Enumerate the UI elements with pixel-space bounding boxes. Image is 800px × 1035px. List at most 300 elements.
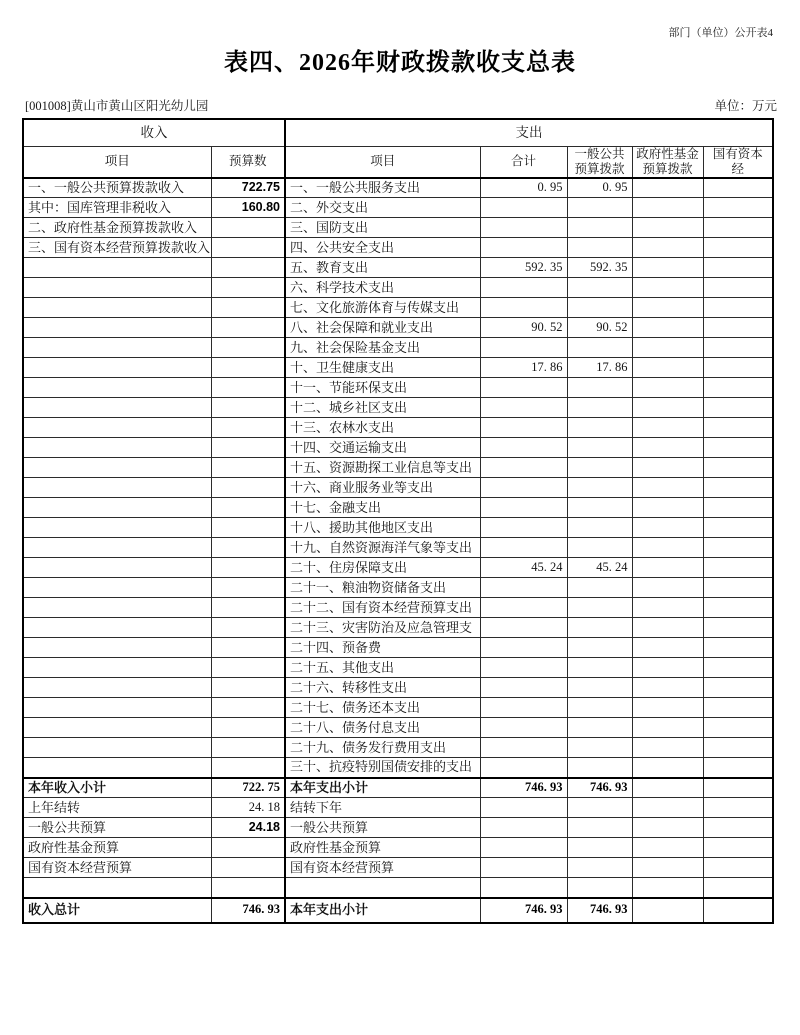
income-budget-cell [211, 278, 285, 298]
general-public-budget-cell: 746. 93 [567, 898, 632, 923]
general-public-budget-cell [567, 618, 632, 638]
expense-item-cell: 十六、商业服务业等支出 [285, 478, 480, 498]
table-row [23, 718, 773, 738]
income-item-cell [23, 758, 211, 778]
col-general-public-budget [567, 146, 632, 178]
expense-total-cell [480, 698, 567, 718]
income-budget-cell: 722. 75 [211, 778, 285, 798]
general-public-budget-cell [567, 598, 632, 618]
state-capital-cell [703, 578, 773, 598]
general-public-budget-cell: 592. 35 [567, 258, 632, 278]
income-item-cell: 二、政府性基金预算拨款收入 [23, 218, 211, 238]
expense-total-cell [480, 638, 567, 658]
gov-fund-budget-cell [632, 578, 703, 598]
table-row [23, 658, 773, 678]
state-capital-cell [703, 218, 773, 238]
budget-table [22, 118, 774, 924]
expense-total-cell [480, 658, 567, 678]
gov-fund-budget-cell [632, 258, 703, 278]
expense-total-cell [480, 678, 567, 698]
expense-item-cell: 二十三、灾害防治及应急管理支 [285, 618, 480, 638]
table-row [23, 618, 773, 638]
state-capital-cell [703, 198, 773, 218]
col-govfund-line2: 预算拨款 [642, 161, 693, 176]
general-public-budget-cell [567, 758, 632, 778]
state-capital-cell [703, 458, 773, 478]
general-public-budget-cell [567, 578, 632, 598]
expense-item-cell [285, 878, 480, 898]
state-capital-cell [703, 498, 773, 518]
gov-fund-budget-cell [632, 198, 703, 218]
table-row [23, 358, 773, 378]
income-item-cell [23, 578, 211, 598]
expense-total-cell [480, 478, 567, 498]
expense-total-cell [480, 218, 567, 238]
state-capital-cell [703, 338, 773, 358]
expense-total-cell: 592. 35 [480, 258, 567, 278]
table-row [23, 538, 773, 558]
expense-total-cell [480, 578, 567, 598]
col-income-item: 项目 [23, 146, 211, 178]
income-item-cell: 上年结转 [23, 798, 211, 818]
income-budget-cell: 24.18 [211, 818, 285, 838]
expense-total-cell [480, 458, 567, 478]
state-capital-cell [703, 898, 773, 923]
expense-total-cell [480, 538, 567, 558]
income-item-cell [23, 458, 211, 478]
table-row [23, 258, 773, 278]
expense-total-cell [480, 718, 567, 738]
income-item-cell: 政府性基金预算 [23, 838, 211, 858]
income-budget-cell [211, 438, 285, 458]
general-public-budget-cell [567, 398, 632, 418]
income-item-cell: 其中：国库管理非税收入 [23, 198, 211, 218]
general-public-budget-cell [567, 678, 632, 698]
table-row [23, 318, 773, 338]
income-item-cell: 本年收入小计 [23, 778, 211, 798]
table-row [23, 378, 773, 398]
expense-total-cell [480, 838, 567, 858]
income-item-cell [23, 718, 211, 738]
expense-total-cell: 17. 86 [480, 358, 567, 378]
general-public-budget-cell [567, 658, 632, 678]
table-row [23, 578, 773, 598]
table-row [23, 198, 773, 218]
income-item-cell [23, 338, 211, 358]
table-row [23, 438, 773, 458]
income-item-cell [23, 678, 211, 698]
gov-fund-budget-cell [632, 398, 703, 418]
gov-fund-budget-cell [632, 318, 703, 338]
expense-item-cell: 政府性基金预算 [285, 838, 480, 858]
expense-item-cell: 四、公共安全支出 [285, 238, 480, 258]
general-public-budget-cell [567, 418, 632, 438]
general-public-budget-cell [567, 458, 632, 478]
general-public-budget-cell [567, 438, 632, 458]
expense-total-cell [480, 198, 567, 218]
expense-total-cell [480, 858, 567, 878]
income-budget-cell [211, 318, 285, 338]
expense-item-cell: 十四、交通运输支出 [285, 438, 480, 458]
general-public-budget-cell: 746. 93 [567, 778, 632, 798]
table-row [23, 798, 773, 818]
income-budget-cell [211, 698, 285, 718]
state-capital-cell [703, 258, 773, 278]
expense-total-cell: 90. 52 [480, 318, 567, 338]
expense-total-cell [480, 238, 567, 258]
expense-total-cell [480, 518, 567, 538]
gov-fund-budget-cell [632, 338, 703, 358]
income-item-cell [23, 418, 211, 438]
expense-total-cell [480, 758, 567, 778]
state-capital-cell [703, 398, 773, 418]
income-budget-cell [211, 618, 285, 638]
gov-fund-budget-cell [632, 458, 703, 478]
state-capital-cell [703, 718, 773, 738]
income-budget-cell [211, 538, 285, 558]
gov-fund-budget-cell [632, 478, 703, 498]
general-public-budget-cell [567, 818, 632, 838]
state-capital-cell [703, 658, 773, 678]
income-budget-cell: 160.80 [211, 198, 285, 218]
gov-fund-budget-cell [632, 438, 703, 458]
income-budget-cell [211, 838, 285, 858]
expense-total-cell: 45. 24 [480, 558, 567, 578]
table-row [23, 298, 773, 318]
income-section-header: 收入 [23, 119, 285, 146]
expense-item-cell: 十五、资源勘探工业信息等支出 [285, 458, 480, 478]
general-public-budget-cell [567, 718, 632, 738]
state-capital-cell [703, 378, 773, 398]
expense-total-cell [480, 418, 567, 438]
expense-total-cell [480, 438, 567, 458]
table-row [23, 878, 773, 898]
corner-note: 部门（单位）公开表4 [668, 27, 773, 39]
state-capital-cell [703, 598, 773, 618]
income-item-cell [23, 698, 211, 718]
gov-fund-budget-cell [632, 658, 703, 678]
income-item-cell: 国有资本经营预算 [23, 858, 211, 878]
expense-total-cell [480, 738, 567, 758]
gov-fund-budget-cell [632, 758, 703, 778]
income-item-cell [23, 738, 211, 758]
general-public-budget-cell: 0. 95 [567, 178, 632, 198]
table-row [23, 758, 773, 778]
expense-total-cell [480, 818, 567, 838]
income-item-cell [23, 518, 211, 538]
state-capital-cell [703, 758, 773, 778]
income-item-cell [23, 438, 211, 458]
expense-item-cell: 三十、抗疫特别国债安排的支出 [285, 758, 480, 778]
general-public-budget-cell: 17. 86 [567, 358, 632, 378]
income-item-cell [23, 298, 211, 318]
general-public-budget-cell [567, 378, 632, 398]
general-public-budget-cell [567, 238, 632, 258]
expense-item-cell: 十、卫生健康支出 [285, 358, 480, 378]
expense-item-cell: 十三、农林水支出 [285, 418, 480, 438]
gov-fund-budget-cell [632, 218, 703, 238]
table-row [23, 738, 773, 758]
expense-total-cell: 746. 93 [480, 778, 567, 798]
gov-fund-budget-cell [632, 498, 703, 518]
gov-fund-budget-cell [632, 898, 703, 923]
gov-fund-budget-cell [632, 838, 703, 858]
col-statecap-line1: 国有资本 [712, 146, 763, 161]
expense-item-cell: 二十七、债务还本支出 [285, 698, 480, 718]
income-item-cell [23, 398, 211, 418]
income-item-cell [23, 278, 211, 298]
income-item-cell [23, 558, 211, 578]
table-row [23, 778, 773, 798]
table-row [23, 518, 773, 538]
general-public-budget-cell [567, 698, 632, 718]
income-budget-cell [211, 218, 285, 238]
gov-fund-budget-cell [632, 718, 703, 738]
table-row [23, 498, 773, 518]
state-capital-cell [703, 638, 773, 658]
state-capital-cell [703, 838, 773, 858]
income-budget-cell [211, 478, 285, 498]
gov-fund-budget-cell [632, 238, 703, 258]
column-header-row [23, 146, 773, 178]
page-title: 表四、2026年财政拨款收支总表 [224, 50, 576, 76]
expense-item-cell: 一般公共预算 [285, 818, 480, 838]
table-row [23, 238, 773, 258]
expense-item-cell: 五、教育支出 [285, 258, 480, 278]
income-item-cell [23, 598, 211, 618]
income-item-cell [23, 638, 211, 658]
state-capital-cell [703, 318, 773, 338]
table-row [23, 178, 773, 198]
table-row [23, 638, 773, 658]
income-item-cell: 三、国有资本经营预算拨款收入 [23, 238, 211, 258]
expense-item-cell: 二十六、转移性支出 [285, 678, 480, 698]
state-capital-cell [703, 278, 773, 298]
expense-total-cell: 746. 93 [480, 898, 567, 923]
income-budget-cell [211, 658, 285, 678]
income-item-cell [23, 498, 211, 518]
expense-item-cell: 二十九、债务发行费用支出 [285, 738, 480, 758]
income-budget-cell [211, 638, 285, 658]
income-budget-cell [211, 878, 285, 898]
income-budget-cell [211, 858, 285, 878]
table-row [23, 478, 773, 498]
col-general-line2: 预算拨款 [574, 161, 625, 176]
income-budget-cell [211, 598, 285, 618]
expense-item-cell: 二、外交支出 [285, 198, 480, 218]
gov-fund-budget-cell [632, 298, 703, 318]
table-row [23, 338, 773, 358]
general-public-budget-cell [567, 538, 632, 558]
general-public-budget-cell [567, 298, 632, 318]
table-row [23, 698, 773, 718]
general-public-budget-cell [567, 518, 632, 538]
expense-item-cell: 二十一、粮油物资储备支出 [285, 578, 480, 598]
state-capital-cell [703, 738, 773, 758]
expense-item-cell: 六、科学技术支出 [285, 278, 480, 298]
gov-fund-budget-cell [632, 778, 703, 798]
state-capital-cell [703, 778, 773, 798]
col-state-capital [703, 146, 773, 178]
income-item-cell [23, 378, 211, 398]
gov-fund-budget-cell [632, 558, 703, 578]
state-capital-cell [703, 518, 773, 538]
expense-item-cell: 九、社会保险基金支出 [285, 338, 480, 358]
income-item-cell [23, 478, 211, 498]
expense-item-cell: 七、文化旅游体育与传媒支出 [285, 298, 480, 318]
state-capital-cell [703, 238, 773, 258]
table-row [23, 458, 773, 478]
income-budget-cell: 24. 18 [211, 798, 285, 818]
general-public-budget-cell [567, 858, 632, 878]
expense-total-cell [480, 598, 567, 618]
table-row [23, 678, 773, 698]
income-item-cell [23, 538, 211, 558]
gov-fund-budget-cell [632, 678, 703, 698]
expense-item-cell: 国有资本经营预算 [285, 858, 480, 878]
gov-fund-budget-cell [632, 178, 703, 198]
expense-item-cell: 十一、节能环保支出 [285, 378, 480, 398]
income-budget-cell [211, 458, 285, 478]
general-public-budget-cell [567, 338, 632, 358]
expense-total-cell [480, 338, 567, 358]
income-item-cell: 一、一般公共预算拨款收入 [23, 178, 211, 198]
income-budget-cell [211, 238, 285, 258]
table-body [23, 119, 773, 923]
expense-item-cell: 二十八、债务付息支出 [285, 718, 480, 738]
gov-fund-budget-cell [632, 598, 703, 618]
table-row [23, 898, 773, 923]
gov-fund-budget-cell [632, 538, 703, 558]
general-public-budget-cell [567, 198, 632, 218]
expense-item-cell: 三、国防支出 [285, 218, 480, 238]
income-budget-cell [211, 258, 285, 278]
income-budget-cell [211, 678, 285, 698]
expense-item-cell: 八、社会保障和就业支出 [285, 318, 480, 338]
state-capital-cell [703, 178, 773, 198]
col-total: 合计 [480, 146, 567, 178]
expense-total-cell [480, 298, 567, 318]
state-capital-cell [703, 678, 773, 698]
expense-total-cell [480, 278, 567, 298]
income-budget-cell [211, 758, 285, 778]
expense-item-cell: 结转下年 [285, 798, 480, 818]
expense-total-cell [480, 878, 567, 898]
income-item-cell [23, 258, 211, 278]
gov-fund-budget-cell [632, 638, 703, 658]
expense-total-cell: 0. 95 [480, 178, 567, 198]
gov-fund-budget-cell [632, 878, 703, 898]
state-capital-cell [703, 478, 773, 498]
state-capital-cell [703, 878, 773, 898]
state-capital-cell [703, 538, 773, 558]
income-item-cell: 一般公共预算 [23, 818, 211, 838]
income-item-cell [23, 358, 211, 378]
col-gov-fund-budget [632, 146, 703, 178]
state-capital-cell [703, 618, 773, 638]
expense-section-header: 支出 [285, 119, 773, 146]
table-row [23, 558, 773, 578]
expense-total-cell [480, 618, 567, 638]
general-public-budget-cell [567, 218, 632, 238]
income-budget-cell [211, 738, 285, 758]
general-public-budget-cell: 90. 52 [567, 318, 632, 338]
expense-item-cell: 二十四、预备费 [285, 638, 480, 658]
general-public-budget-cell [567, 878, 632, 898]
col-expense-item: 项目 [285, 146, 480, 178]
income-item-cell [23, 878, 211, 898]
state-capital-cell [703, 438, 773, 458]
gov-fund-budget-cell [632, 698, 703, 718]
income-item-cell [23, 658, 211, 678]
income-item-cell: 收入总计 [23, 898, 211, 923]
expense-item-cell: 二十二、国有资本经营预算支出 [285, 598, 480, 618]
gov-fund-budget-cell [632, 798, 703, 818]
gov-fund-budget-cell [632, 378, 703, 398]
income-budget-cell: 746. 93 [211, 898, 285, 923]
gov-fund-budget-cell [632, 518, 703, 538]
table-row [23, 838, 773, 858]
general-public-budget-cell [567, 478, 632, 498]
gov-fund-budget-cell [632, 738, 703, 758]
income-budget-cell [211, 298, 285, 318]
col-income-budget: 预算数 [211, 146, 285, 178]
income-budget-cell [211, 558, 285, 578]
expense-total-cell [480, 398, 567, 418]
income-budget-cell [211, 418, 285, 438]
org-code-name: [001008]黄山市黄山区阳光幼儿园 [25, 99, 209, 113]
expense-total-cell [480, 378, 567, 398]
income-budget-cell [211, 518, 285, 538]
expense-item-cell: 十七、金融支出 [285, 498, 480, 518]
expense-item-cell: 二十五、其他支出 [285, 658, 480, 678]
state-capital-cell [703, 418, 773, 438]
expense-item-cell: 本年支出小计 [285, 898, 480, 923]
section-header-row [23, 119, 773, 146]
gov-fund-budget-cell [632, 818, 703, 838]
expense-item-cell: 十九、自然资源海洋气象等支出 [285, 538, 480, 558]
gov-fund-budget-cell [632, 618, 703, 638]
table-row [23, 598, 773, 618]
income-budget-cell [211, 338, 285, 358]
income-item-cell [23, 318, 211, 338]
expense-item-cell: 二十、住房保障支出 [285, 558, 480, 578]
income-item-cell [23, 618, 211, 638]
state-capital-cell [703, 358, 773, 378]
income-budget-cell [211, 358, 285, 378]
general-public-budget-cell: 45. 24 [567, 558, 632, 578]
table-row [23, 418, 773, 438]
income-budget-cell: 722.75 [211, 178, 285, 198]
state-capital-cell [703, 558, 773, 578]
gov-fund-budget-cell [632, 858, 703, 878]
table-row [23, 398, 773, 418]
state-capital-cell [703, 298, 773, 318]
income-budget-cell [211, 578, 285, 598]
col-govfund-line1: 政府性基金 [636, 146, 699, 161]
expense-item-cell: 本年支出小计 [285, 778, 480, 798]
table-row [23, 218, 773, 238]
gov-fund-budget-cell [632, 418, 703, 438]
expense-total-cell [480, 798, 567, 818]
state-capital-cell [703, 858, 773, 878]
meta-row [25, 96, 777, 114]
unit-note: 单位：万元 [714, 99, 777, 113]
general-public-budget-cell [567, 498, 632, 518]
state-capital-cell [703, 798, 773, 818]
general-public-budget-cell [567, 638, 632, 658]
state-capital-cell [703, 818, 773, 838]
